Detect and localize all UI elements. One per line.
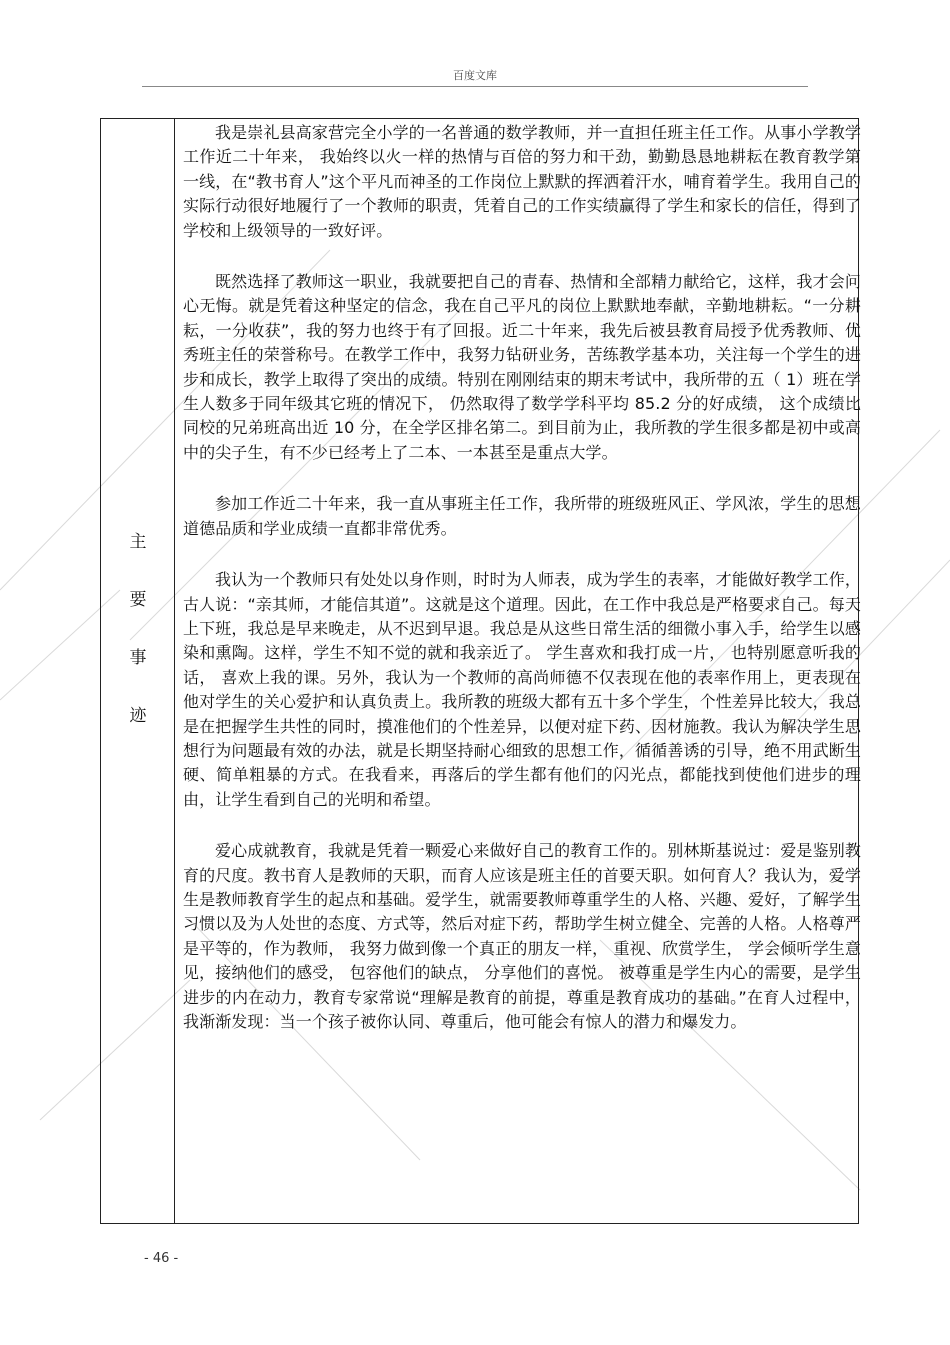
section-label-char: 迹: [129, 706, 147, 726]
record-table: [100, 118, 859, 1224]
paragraph: 爱心成就教育，我就是凭着一颗爱心来做好自己的教育工作的。别林斯基说过：爱是鉴别教育的尺度。教书育人是教师的天职，而育人应该是班主任的首要天职。如何育人？我认为，爱学生是教师教育学生的起点和基础。爱学生，就需要教师尊重学生的人格、兴趣、爱好，了解学生习惯以及为人处世的态度、方式等，然后对症下药，帮助学生树立健全、完善的人格。人格尊严是平等的，作为教师， 我努力做到像一个真正的朋友一样， 重视、欣赏学生， 学会倾听学生意见，接纳他们的感受， 包容他们的缺点， 分享他们的喜悦。 被尊重是学生内心的需要，是学生进步的内在动力，教育专家常说“理解是教育的前提，尊重是教育成功的基础。”在育人过程中，我渐渐发现：当一个孩子被你认同、尊重后，他可能会有惊人的潜力和爆发力。: [183, 841, 861, 1031]
paragraph: 我是崇礼县高家营完全小学的一名普通的数学教师，并一直担任班主任工作。从事小学教学工作近二十年来， 我始终以火一样的热情与百倍的努力和干劲，勤勤恳恳地耕耘在教育教学第一线，在“教书育人”这个平凡而神圣的工作岗位上默默的挥洒着汗水，哺育着学生。我用自己的实际行动很好地履行了一个教师的职责，凭着自己的工作实绩赢得了学生和家长的信任，得到了学校和上级领导的一致好评。: [183, 123, 861, 240]
paragraph: 参加工作近二十年来，我一直从事班主任工作，我所带的班级班风正、学风浓，学生的思想道德品质和学业成绩一直都非常优秀。: [183, 494, 861, 538]
paragraph: 我认为一个教师只有处处以身作则，时时为人师表，成为学生的表率，才能做好教学工作，古人说：“亲其师，才能信其道”。这就是这个道理。因此，在工作中我总是严格要求自己。每天上下班，我总是早来晚走，从不迟到早退。我总是从这些日常生活的细微小事入手，给学生以感染和熏陶。这样，学生不知不觉的就和我亲近了。 学生喜欢和我打成一片， 也特别愿意听我的话， 喜欢上我的课。另外，我认为一个教师的高尚师德不仅表现在他的表率作用上，更表现在他对学生的关心爱护和认真负责上。我所教的班级大都有五十多个学生，个性差异比较大，我总是在把握学生共性的同时，摸准他们的个性差异，以便对症下药、因材施教。我认为解决学生思想行为问题最有效的办法，就是长期坚持耐心细致的思想工作，循循善诱的引导，绝不用武断生硬、简单粗暴的方式。在我看来，再落后的学生都有他们的闪光点，都能找到使他们进步的理由，让学生看到自己的光明和希望。: [183, 570, 861, 809]
page-number: - 46 -: [144, 1251, 179, 1266]
section-content-cell: [183, 119, 861, 1061]
header-title: 百度文库: [453, 69, 497, 82]
section-label-char: 事: [129, 648, 147, 668]
header-divider: [142, 86, 808, 87]
section-label-char: 主: [129, 532, 147, 552]
section-label-cell: [101, 119, 175, 1223]
paragraph: 既然选择了教师这一职业，我就要把自己的青春、热情和全部精力献给它，这样，我才会问心无悔。就是凭着这种坚定的信念，我在自己平凡的岗位上默默地奉献，辛勤地耕耘。“一分耕耘，一分收获”，我的努力也终于有了回报。近二十年来，我先后被县教育局授予优秀教师、优秀班主任的荣誉称号。在教学工作中，我努力钻研业务，苦练教学基本功，关注每一个学生的进步和成长，教学上取得了突出的成绩。特别在刚刚结束的期末考试中，我所带的五（ 1）班在学生人数多于同年级其它班的情况下， 仍然取得了数学学科平均 85.2 分的好成绩， 这个成绩比同校的兄弟班高出近 10 分，在全学区排名第二。到目前为止，我所教的学生很多都是初中或高中的尖子生，有不少已经考上了二本、一本甚至是重点大学。: [183, 272, 861, 462]
section-label-char: 要: [129, 590, 147, 610]
